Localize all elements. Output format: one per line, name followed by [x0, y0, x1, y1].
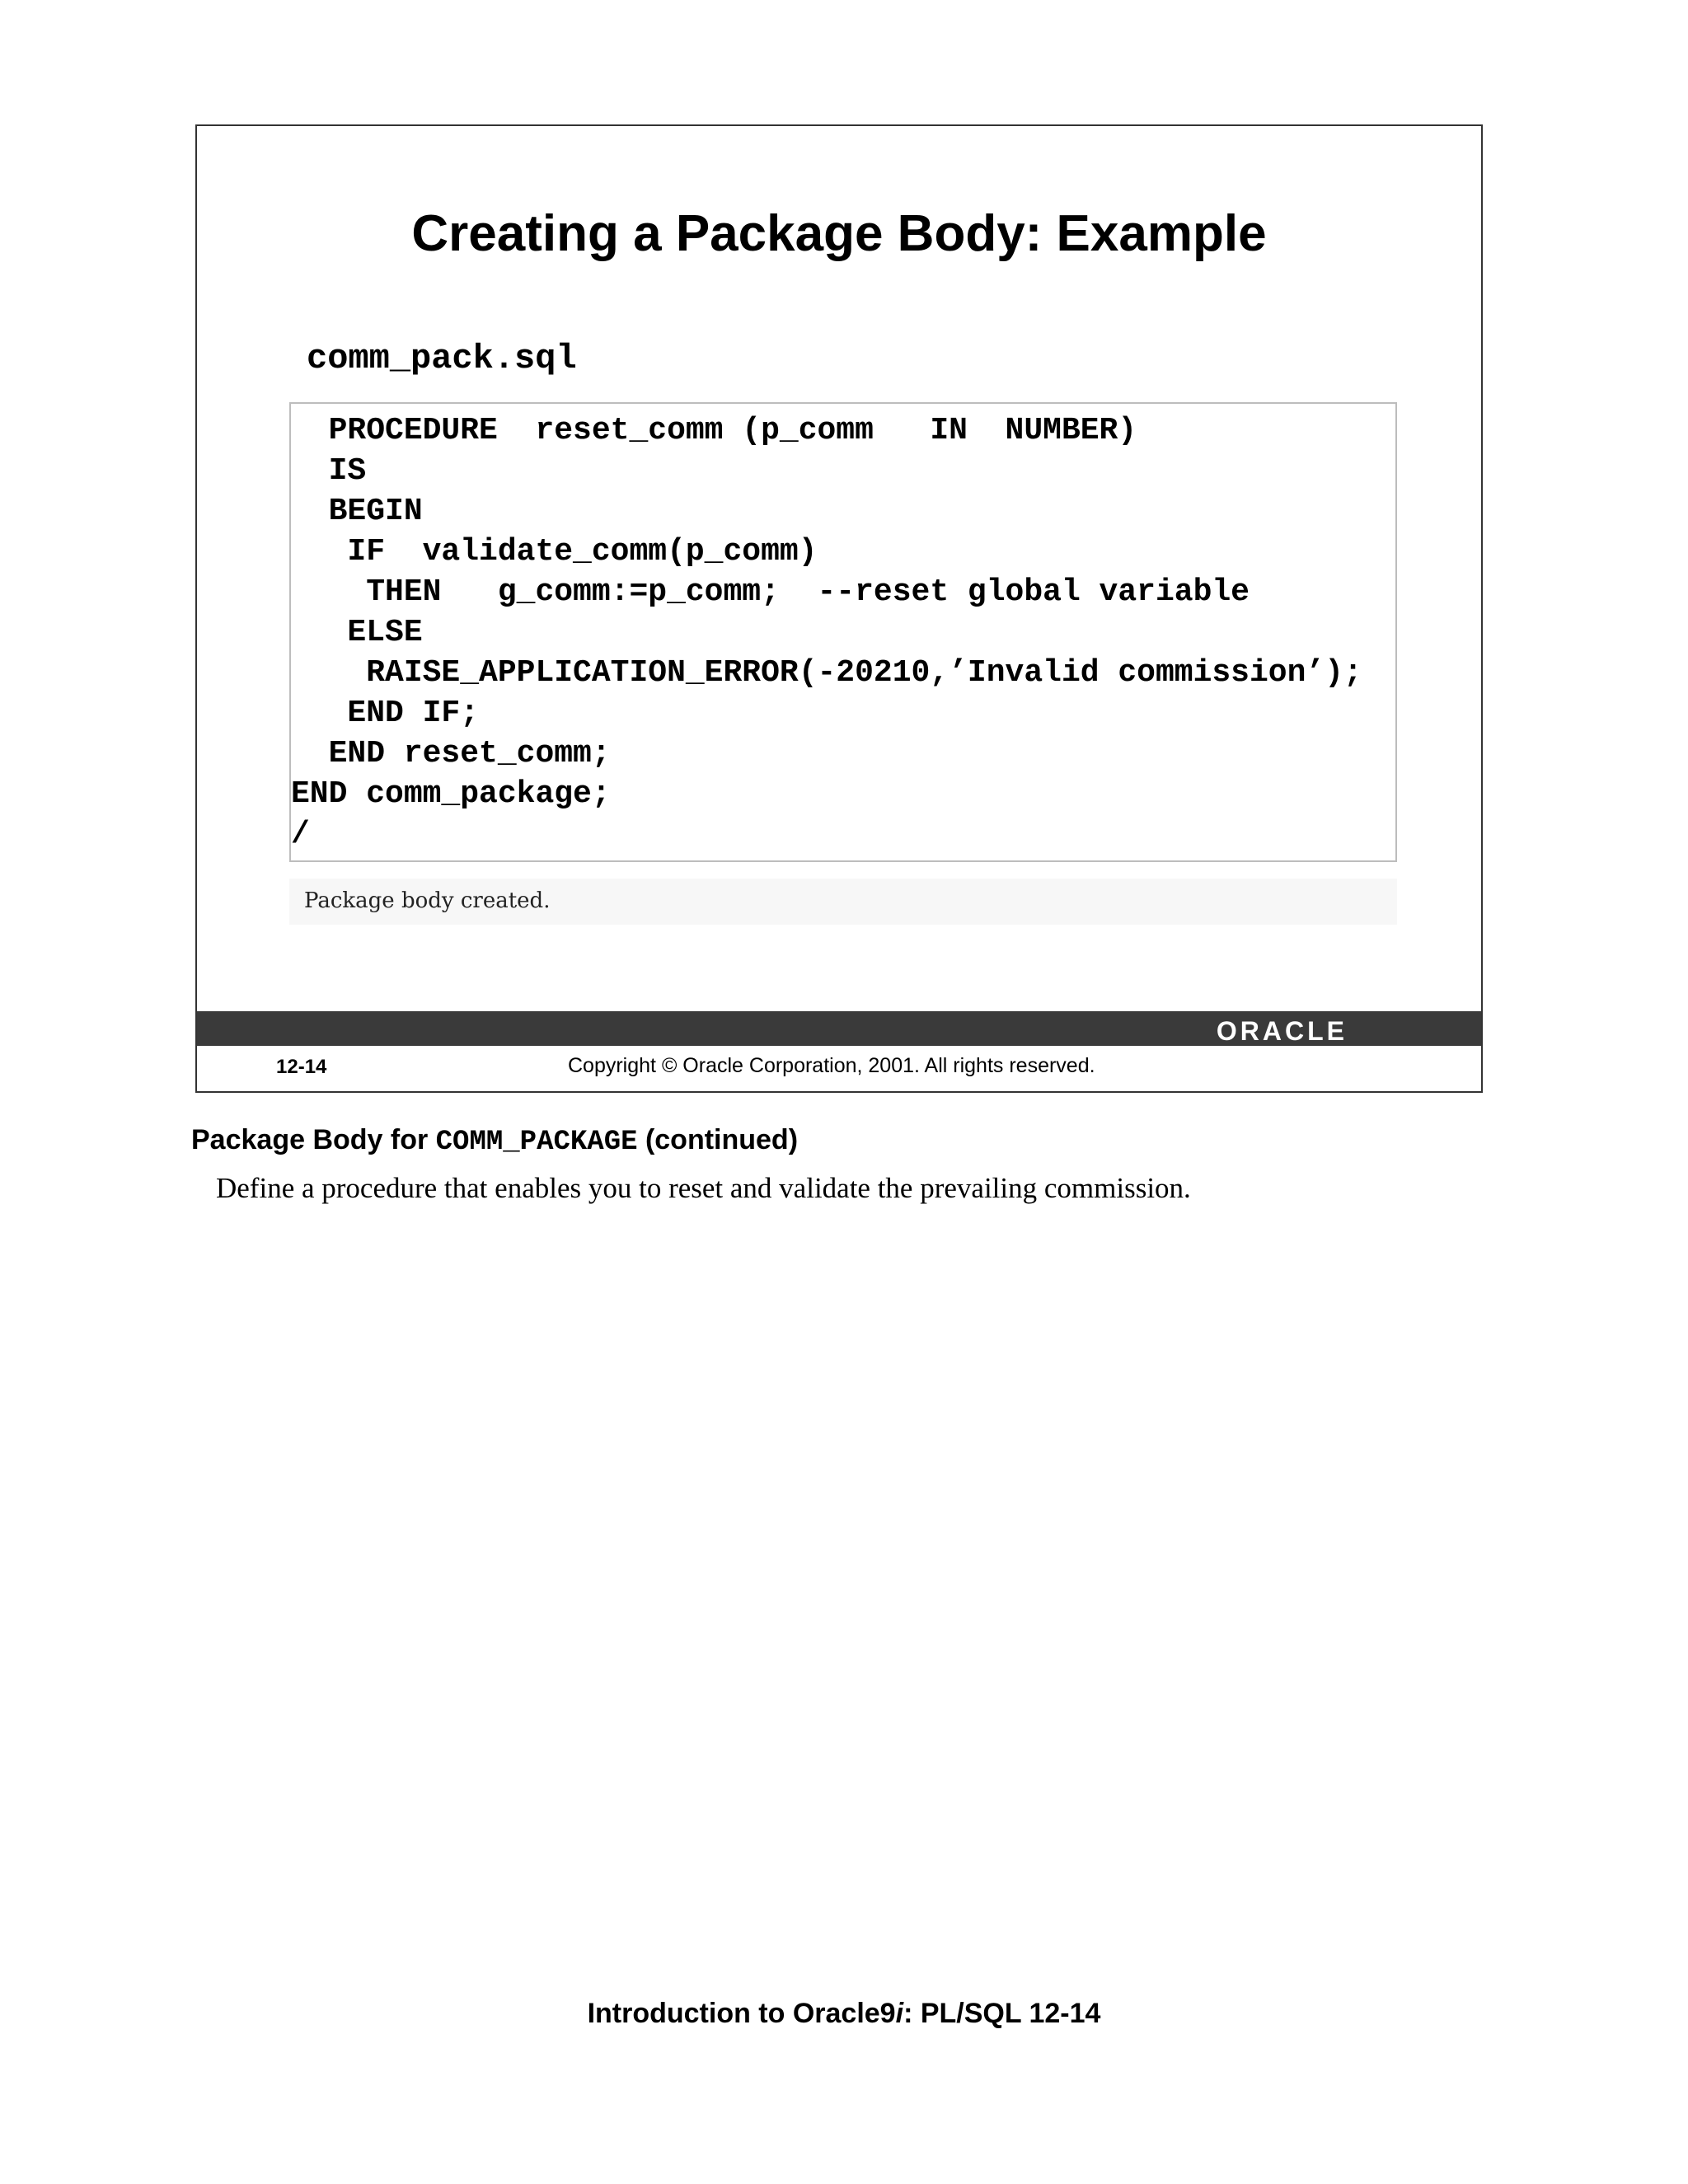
footer-italic: i [895, 1998, 904, 2029]
footer-prefix: Introduction to Oracle9 [587, 1998, 896, 2029]
code-line: / [291, 817, 310, 852]
code-line: END comm_package; [291, 776, 611, 812]
code-box [289, 402, 1397, 862]
code-line: PROCEDURE reset_comm (p_comm IN NUMBER) [291, 413, 1137, 448]
slide-number: 12-14 [276, 1056, 327, 1078]
oracle-bar [197, 1011, 1481, 1046]
oracle-logo: ORACLE [1216, 1016, 1348, 1046]
file-label: comm_pack.sql [307, 339, 577, 378]
code-line: IF validate_comm(p_comm) [291, 534, 818, 569]
code-line: ELSE [291, 615, 423, 650]
code-line: END IF; [291, 696, 480, 731]
footer-suffix: : PL/SQL 12-14 [903, 1998, 1101, 2029]
code-line: THEN g_comm:=p_comm; --reset global variable [291, 574, 1250, 610]
output-box [289, 879, 1397, 925]
notes-body: Define a procedure that enables you to reset and validate the prevailing commission. [216, 1172, 1191, 1204]
notes-heading-prefix: Package Body for [191, 1124, 436, 1155]
code-line: BEGIN [291, 494, 423, 529]
code-line: IS [291, 453, 367, 489]
code-line: END reset_comm; [291, 736, 611, 771]
output-text: Package body created. [304, 888, 551, 913]
page-footer [0, 1998, 1688, 2030]
slide-frame [195, 124, 1483, 1093]
copyright: Copyright © Oracle Corporation, 2001. All rights reserved. [568, 1054, 1095, 1077]
notes-heading-suffix: (continued) [637, 1124, 799, 1155]
notes-heading-code: COMM_PACKAGE [435, 1127, 638, 1158]
code-line: RAISE_APPLICATION_ERROR(-20210,’Invalid commission’); [291, 655, 1362, 691]
slide-title: Creating a Package Body: Example [411, 205, 1267, 262]
notes-heading [191, 1124, 798, 1158]
